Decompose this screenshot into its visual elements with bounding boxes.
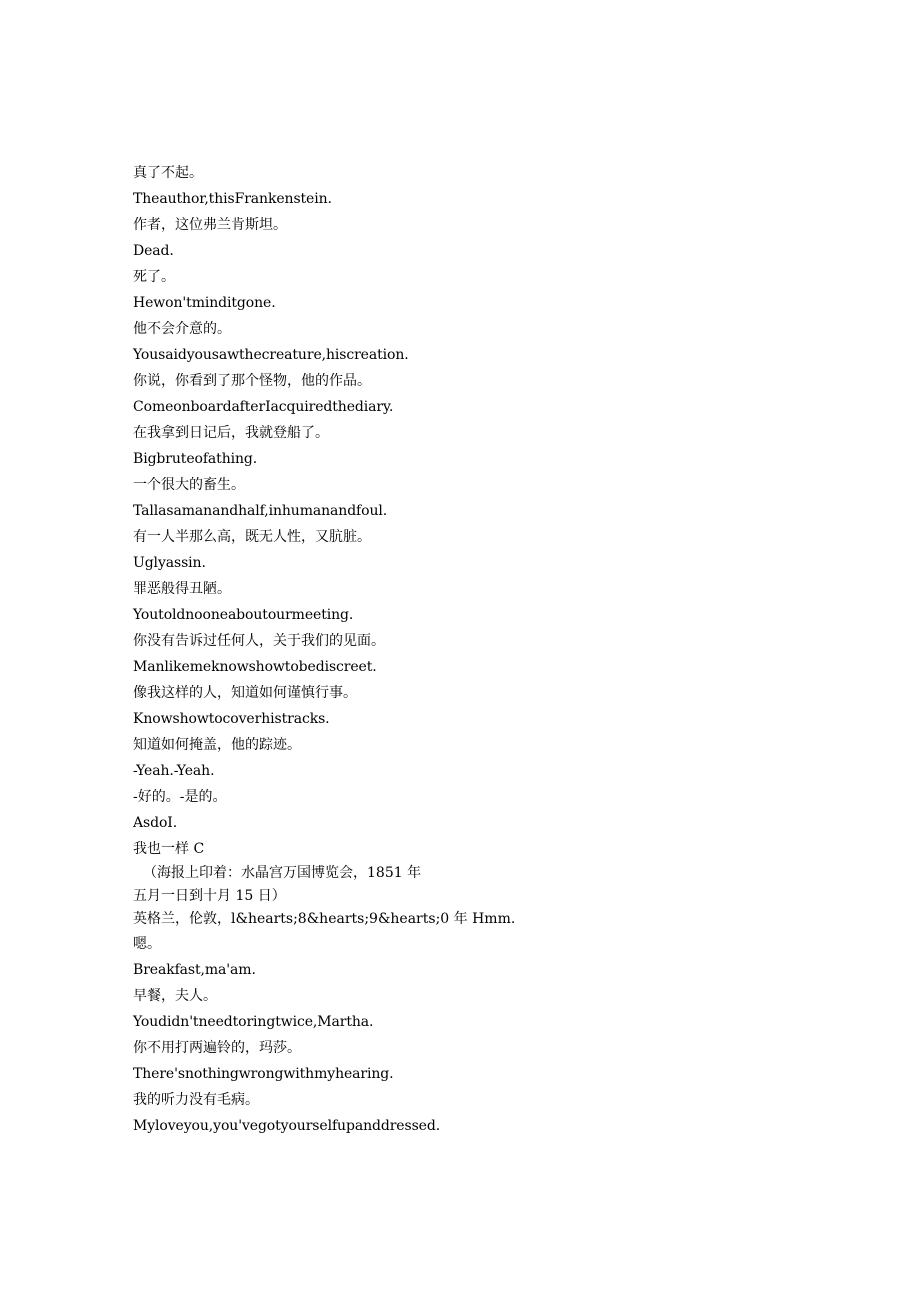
text-line: 知道如何掩盖，他的踪迹。 xyxy=(133,737,301,753)
text-line: 你说，你看到了那个怪物，他的作品。 xyxy=(133,373,371,389)
text-line: There'snothingwrongwithmyhearing. xyxy=(133,1066,394,1082)
text-line: 作者，这位弗兰肯斯坦。 xyxy=(133,217,287,233)
text-line: 你没有告诉过任何人，关于我们的见面。 xyxy=(133,633,385,649)
text-line: Manlikemeknowshowtobediscreet. xyxy=(133,659,377,675)
text-line: Bigbruteofathing. xyxy=(133,451,258,467)
text-line: 你不用打两遍铃的，玛莎。 xyxy=(133,1040,301,1056)
text-line: AsdoI. xyxy=(133,815,178,831)
text-line: 有一人半那么高，既无人性，又肮脏。 xyxy=(133,529,371,545)
text-line: -Yeah.-Yeah. xyxy=(133,763,215,779)
text-line: Youdidn'tneedtoringtwice,Martha. xyxy=(133,1014,374,1030)
text-line: -好的。-是的。 xyxy=(133,789,227,805)
text-line: 英格兰，伦敦，l&hearts;8&hearts;9&hearts;0 年 Hmm. xyxy=(133,911,516,927)
text-line: Breakfast,ma'am. xyxy=(133,962,256,978)
text-line: （海报上印着：水晶宫万国博览会，1851 年 xyxy=(143,865,422,881)
text-line: 罪恶般得丑陋。 xyxy=(133,581,231,597)
text-line: Youtoldnooneaboutourmeeting. xyxy=(133,607,354,623)
text-line: 一个很大的畜生。 xyxy=(133,477,245,493)
text-line: Theauthor,thisFrankenstein. xyxy=(133,191,332,207)
subtitle-transcript xyxy=(133,160,833,1139)
text-line: 五月一日到十月 15 日） xyxy=(133,888,286,904)
text-line: 在我拿到日记后，我就登船了。 xyxy=(133,425,329,441)
text-line: Myloveyou,you'vegotyourselfupanddressed. xyxy=(133,1118,441,1134)
text-line: 我的听力没有毛病。 xyxy=(133,1092,259,1108)
text-line: Hewon'tminditgone. xyxy=(133,295,276,311)
text-line: Knowshowtocoverhistracks. xyxy=(133,711,330,727)
text-line: 早餐，夫人。 xyxy=(133,988,217,1004)
text-line: Yousaidyousawthecreature,hiscreation. xyxy=(133,347,409,363)
text-line: Uglyassin. xyxy=(133,555,206,571)
text-line: 我也一样 C xyxy=(133,841,205,857)
text-line: Dead. xyxy=(133,243,174,259)
text-line: 他不会介意的。 xyxy=(133,321,231,337)
text-line: 真了不起。 xyxy=(133,165,203,181)
text-line: 死了。 xyxy=(133,269,175,285)
text-line: 嗯。 xyxy=(133,936,161,952)
text-line: 像我这样的人，知道如何谨慎行事。 xyxy=(133,685,357,701)
text-line: Tallasamanandhalf,inhumanandfoul. xyxy=(133,503,388,519)
text-line: ComeonboardafterIacquiredthediary. xyxy=(133,399,394,415)
